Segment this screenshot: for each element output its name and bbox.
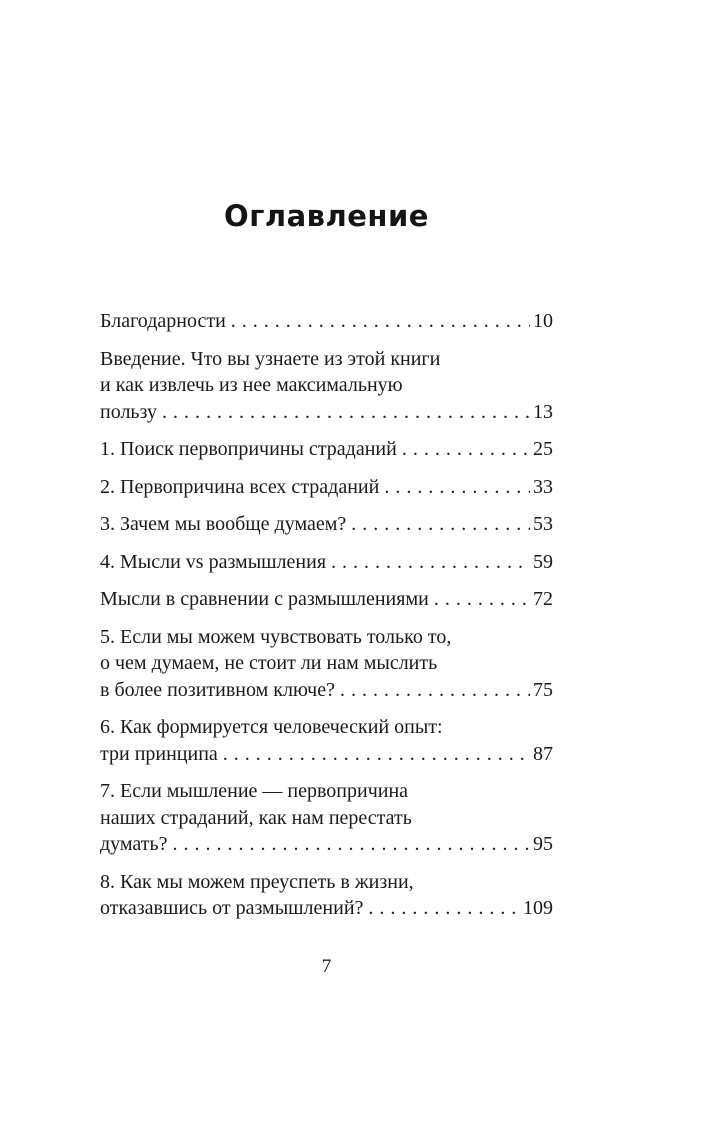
dot-leader (368, 895, 520, 922)
toc-entry-title: три принципа (100, 742, 218, 765)
toc-entry-last-line (100, 831, 553, 858)
dot-leader (402, 436, 530, 463)
toc-entry-text-line: 5. Если мы можем чувствовать только то, (100, 625, 452, 648)
toc-entry-page-number: 10 (533, 310, 553, 332)
dot-leader (340, 677, 530, 704)
toc-entry (100, 778, 553, 858)
toc-entry (100, 586, 553, 613)
toc-entry (100, 474, 553, 501)
toc-entry-title: пользу (100, 400, 158, 423)
toc-entry-title: думать? (100, 833, 168, 855)
toc-entry-page-number: 75 (533, 678, 553, 701)
dot-leader (162, 399, 530, 426)
toc-entry-title: в более позитивном ключе? (100, 678, 335, 701)
toc-entry-title: Благодарности (100, 310, 226, 332)
toc-entry-title: отказавшись от размышлений? (100, 897, 364, 919)
toc-entry (100, 308, 553, 335)
toc-entry-text-line: Введение. Что вы узнаете из этой книги (100, 347, 441, 370)
toc-entry-page-number: 53 (533, 513, 553, 535)
dot-leader (223, 741, 530, 768)
toc-list (100, 308, 553, 922)
dot-leader (434, 586, 530, 613)
toc-entry-page-number: 72 (533, 588, 553, 610)
toc-entry-title: 1. Поиск первопричины страданий (100, 438, 397, 460)
toc-entry (100, 869, 553, 922)
toc-entry-page-number: 13 (533, 400, 553, 423)
toc-entry-last-line (100, 308, 553, 335)
toc-entry-title: 4. Мысли vs размышления (100, 550, 327, 573)
folio-page-number: 7 (321, 955, 332, 977)
toc-entry-last-line (100, 677, 553, 704)
toc-entry-last-line (100, 511, 553, 538)
toc-entry-last-line (100, 895, 553, 922)
toc-entry-page-number: 25 (533, 438, 553, 460)
toc-entry-text-line: 7. Если мышление — первопричина (100, 780, 409, 802)
dot-leader (173, 831, 530, 858)
toc-entry-last-line (100, 436, 553, 463)
toc-entry-page-number: 33 (533, 475, 553, 498)
toc-entry (100, 511, 553, 538)
toc-entry-last-line (100, 549, 553, 576)
toc-entry-page-number: 59 (533, 550, 553, 573)
toc-entry-page-number: 109 (523, 897, 553, 919)
toc-entry-text-line: 8. Как мы можем преуспеть в жизни, (100, 870, 414, 893)
toc-entry (100, 624, 553, 704)
dot-leader (331, 549, 530, 576)
toc-entry-title: 2. Первопричина всех страданий (100, 475, 380, 498)
toc-entry-last-line (100, 474, 553, 501)
toc-entry-last-line (100, 586, 553, 613)
toc-entry (100, 549, 553, 576)
toc-entry-text-line: наших страданий, как нам перестать (100, 806, 412, 829)
dot-leader (351, 511, 530, 538)
toc-entry-title: Мысли в сравнении с размышлениями (100, 588, 429, 610)
toc-entry-text-line: и как извлечь из нее максимальную (100, 374, 403, 396)
toc-entry (100, 346, 553, 426)
toc-entry-page-number: 95 (533, 833, 553, 855)
toc-entry-text-line: 6. Как формируется человеческий опыт: (100, 716, 443, 738)
page-title: Оглавление (224, 199, 429, 233)
toc-entry-text-line: о чем думаем, не стоит ли нам мыслить (100, 652, 438, 674)
toc-entry (100, 436, 553, 463)
dot-leader (231, 308, 530, 335)
toc-entry-last-line (100, 741, 553, 768)
toc-entry (100, 714, 553, 767)
toc-entry-page-number: 87 (533, 742, 553, 765)
dot-leader (384, 474, 530, 501)
toc-entry-last-line (100, 399, 553, 426)
toc-entry-title: 3. Зачем мы вообще думаем? (100, 513, 347, 535)
